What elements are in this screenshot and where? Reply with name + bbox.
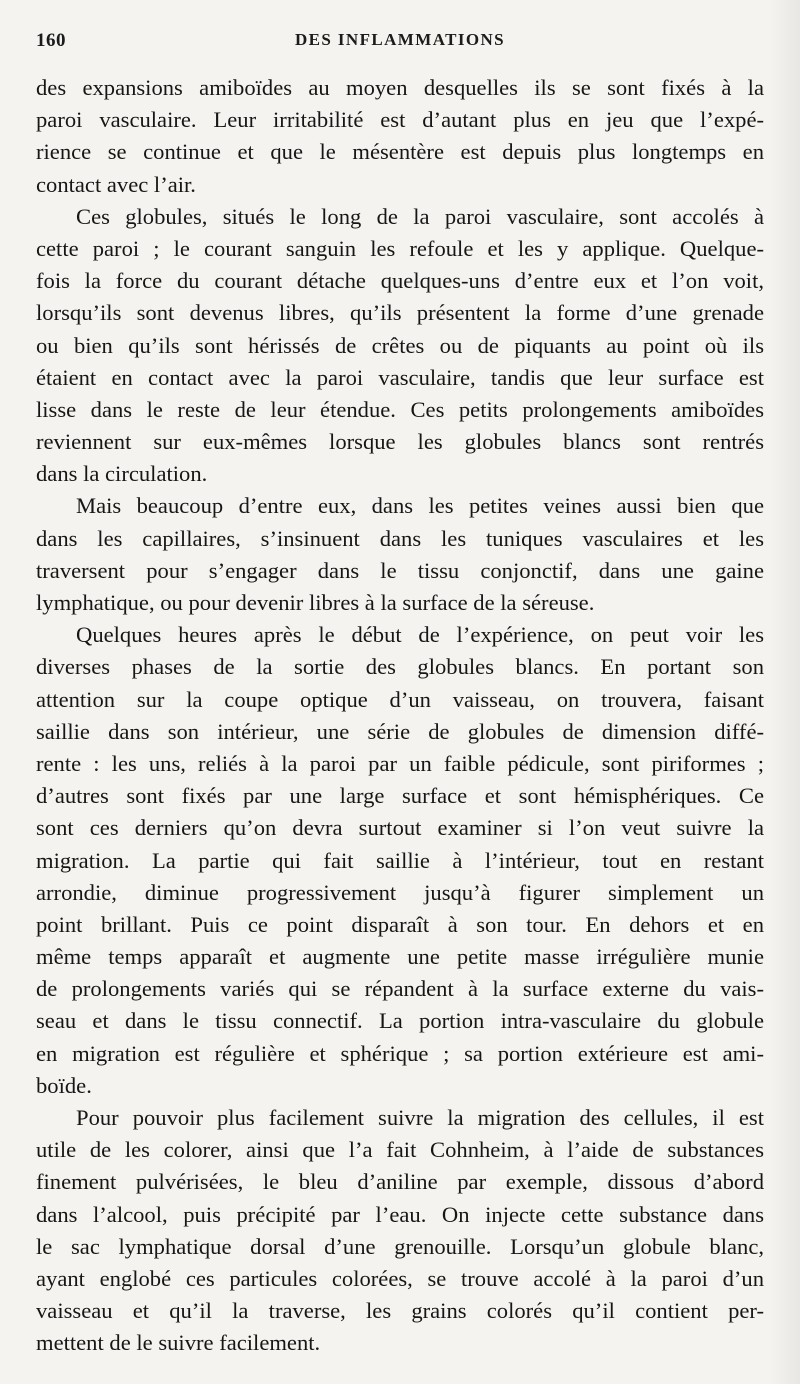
text-line: Mais beaucoup d’entre eux, dans les petites veines aussi bien que xyxy=(76,493,764,519)
text-line: lorsqu’ils sont devenus libres, qu’ils présentent la forme d’une grenade xyxy=(36,300,764,326)
text-line: le sac lymphatique dorsal d’une grenouille. Lorsqu’un globule blanc, xyxy=(36,1233,764,1259)
text-line: dans la circulation. xyxy=(36,461,208,487)
text-line: utile de les colorer, ainsi que l’a fait Cohnheim, à l’aide de substances xyxy=(36,1137,764,1163)
text-line: étaient en contact avec la paroi vasculaire, tandis que leur surface est xyxy=(36,364,764,390)
text-line: traversent pour s’engager dans le tissu conjonctif, dans une gaine xyxy=(36,557,764,583)
text-line: cette paroi ; le courant sanguin les refoule et les y applique. Quelque- xyxy=(36,235,764,261)
text-line: Ces globules, situés le long de la paroi vasculaire, sont accolés à xyxy=(76,203,764,229)
text-line: point brillant. Puis ce point disparaît à son tour. En dehors et en xyxy=(36,911,764,937)
text-line: saillie dans son intérieur, une série de globules de dimension diffé- xyxy=(36,718,764,744)
text-line: dans l’alcool, puis précipité par l’eau. On injecte cette substance dans xyxy=(36,1201,764,1227)
text-line: mettent de le suivre facilement. xyxy=(36,1330,321,1356)
text-line: contact avec l’air. xyxy=(36,171,196,197)
text-line: diverses phases de la sortie des globules blancs. En portant son xyxy=(36,654,764,680)
text-line: seau et dans le tissu connectif. La portion intra-vasculaire du globule xyxy=(36,1008,764,1034)
text-line: des expansions amiboïdes au moyen desquelles ils se sont fixés à la xyxy=(36,75,764,100)
text-line: finement pulvérisées, le bleu d’aniline par exemple, dissous d’abord xyxy=(36,1169,764,1195)
text-line: d’autres sont fixés par une large surface et sont hémisphériques. Ce xyxy=(36,783,764,809)
text-line: paroi vasculaire. Leur irritabilité est d’autant plus en jeu que l’expé- xyxy=(36,107,764,133)
text-line: sont ces derniers qu’on devra surtout examiner si l’on veut suivre la xyxy=(36,815,764,841)
text-line: lymphatique, ou pour devenir libres à la surface de la séreuse. xyxy=(36,590,595,615)
text-line: rente : les uns, reliés à la paroi par un faible pédicule, sont piriformes ; xyxy=(36,750,764,776)
text-line: fois la force du courant détache quelques-uns d’entre eux et l’on voit, xyxy=(36,268,764,294)
text-line: ou bien qu’ils sont hérissés de crêtes ou de piquants au point où ils xyxy=(36,332,764,358)
body-text xyxy=(36,72,764,1360)
text-line: migration. La partie qui fait saillie à l’intérieur, tout en restant xyxy=(36,847,764,873)
text-line: dans les capillaires, s’insinuent dans les tuniques vasculaires et les xyxy=(36,525,764,551)
text-line: arrondie, diminue progressivement jusqu’à figurer simplement un xyxy=(36,879,764,905)
scan-edge-shading xyxy=(770,0,800,1384)
running-title: DES INFLAMMATIONS xyxy=(294,30,506,49)
text-line: Quelques heures après le début de l’expérience, on peut voir les xyxy=(76,622,764,648)
text-line: Pour pouvoir plus facilement suivre la migration des cellules, il est xyxy=(76,1105,764,1130)
text-line: attention sur la coupe optique d’un vaisseau, on trouvera, faisant xyxy=(36,686,764,712)
text-line: de prolongements variés qui se répandent à la surface externe du vais- xyxy=(36,976,764,1002)
text-line: en migration est régulière et sphérique ; sa portion extérieure est ami- xyxy=(36,1040,764,1066)
page-number: 160 xyxy=(36,30,66,51)
text-line: vaisseau et qu’il la traverse, les grains colorés qu’il contient per- xyxy=(36,1298,764,1324)
text-line: rience se continue et que le mésentère est depuis plus longtemps en xyxy=(36,139,764,165)
text-line: lisse dans le reste de leur étendue. Ces petits prolongements amiboïdes xyxy=(36,396,764,422)
text-line: reviennent sur eux-mêmes lorsque les globules blancs sont rentrés xyxy=(36,429,764,455)
text-line: boïde. xyxy=(36,1072,92,1098)
text-line: ayant englobé ces particules colorées, se trouve accolé à la paroi d’un xyxy=(36,1265,764,1291)
page-header xyxy=(36,30,764,60)
text-line: même temps apparaît et augmente une petite masse irrégulière munie xyxy=(36,944,764,970)
